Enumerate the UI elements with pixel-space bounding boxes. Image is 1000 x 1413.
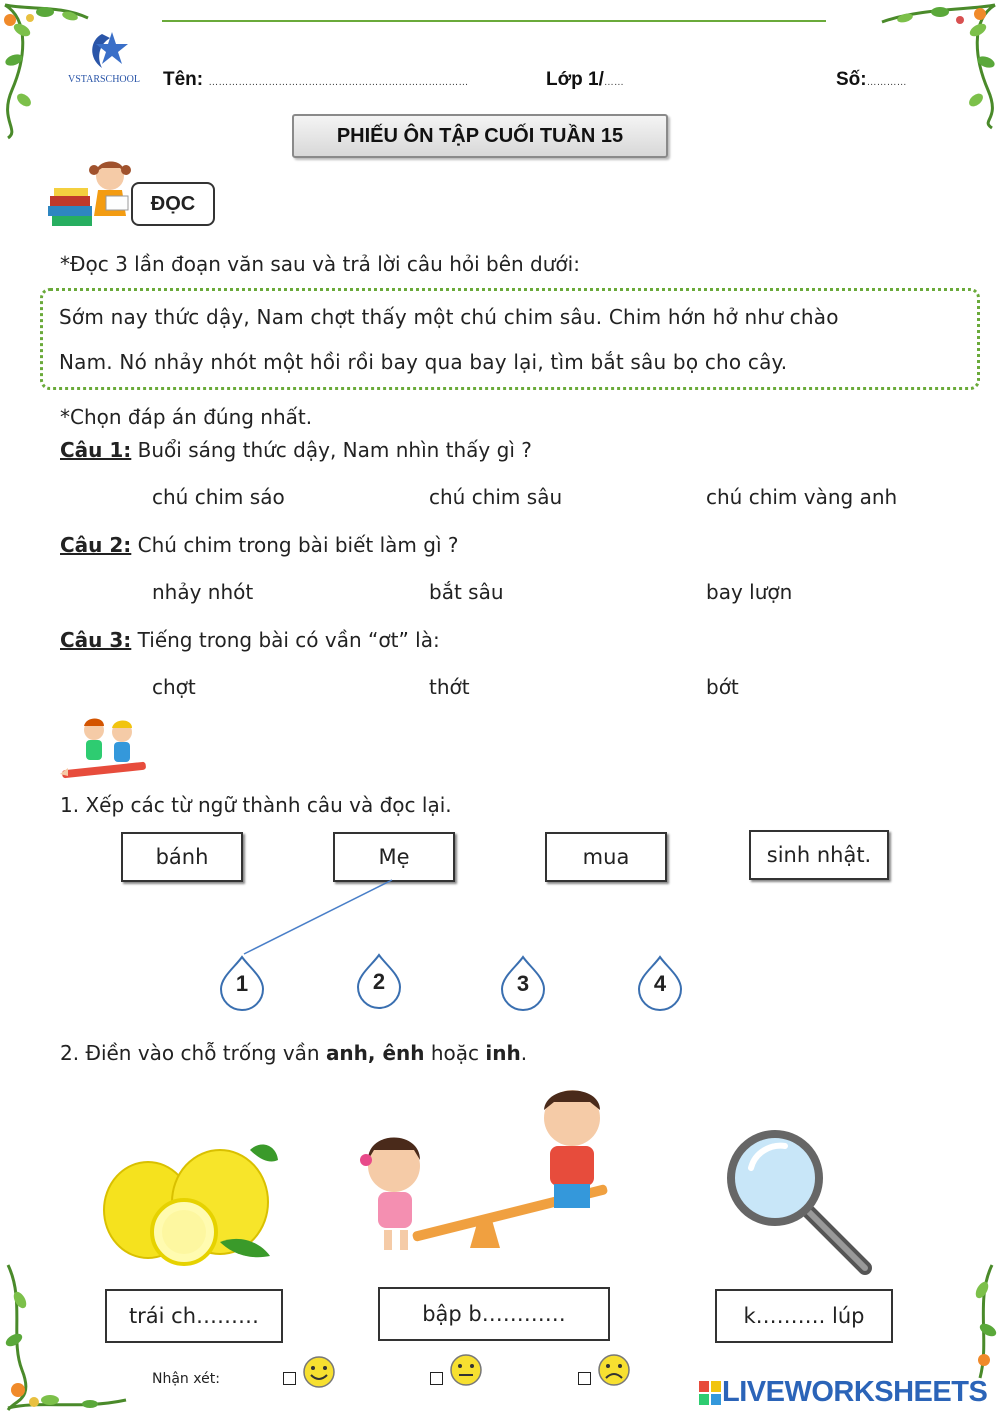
- q2-option-b[interactable]: bắt sâu: [429, 580, 504, 604]
- class-field[interactable]: [546, 69, 624, 91]
- order-slot-3[interactable]: [500, 955, 546, 1011]
- order-slot-1-number: 1: [235, 971, 249, 996]
- class-label: Lớp 1/: [546, 69, 604, 90]
- feedback-checkbox-happy[interactable]: [283, 1372, 296, 1385]
- question-3: [60, 628, 440, 652]
- question-2: [60, 533, 459, 557]
- sad-face-icon: [596, 1352, 632, 1388]
- q3-option-a[interactable]: chợt: [152, 675, 196, 699]
- order-slot-3-number: 3: [516, 971, 530, 996]
- question-3-label: Câu 3:: [60, 628, 132, 652]
- question-2-label: Câu 2:: [60, 533, 132, 557]
- order-slot-4-number: 4: [653, 971, 667, 996]
- exercise-2-instruction-mid: hoặc: [424, 1041, 486, 1065]
- neutral-face-icon: [448, 1352, 484, 1388]
- question-2-text: Chú chim trong bài biết làm gì ?: [137, 533, 459, 557]
- q2-option-a[interactable]: nhảy nhót: [152, 580, 254, 604]
- number-label: Số:: [836, 69, 867, 90]
- exercise-2-instruction-end: .: [520, 1041, 528, 1065]
- exercise-2-instruction: [60, 1041, 527, 1065]
- q1-option-b[interactable]: chú chim sâu: [429, 485, 563, 509]
- feedback-checkbox-neutral[interactable]: [430, 1372, 443, 1385]
- exercise-1-instruction: 1. Xếp các từ ngữ thành câu và đọc lại.: [60, 793, 452, 817]
- seesaw-kids-image: [350, 1080, 620, 1270]
- answer-box-lemon[interactable]: trái ch………: [105, 1289, 283, 1343]
- exercise-2-rhyme-2: inh: [485, 1041, 521, 1065]
- question-1: [60, 438, 532, 462]
- word-card-3[interactable]: mua: [545, 832, 667, 882]
- order-slot-2[interactable]: [356, 953, 402, 1009]
- feedback-label: Nhận xét:: [152, 1371, 220, 1387]
- name-field[interactable]: [163, 69, 468, 91]
- class-blank: ……: [603, 77, 624, 88]
- reading-passage: [40, 288, 980, 390]
- kids-writing-icon: [58, 714, 152, 784]
- q1-option-c[interactable]: chú chim vàng anh: [706, 485, 898, 509]
- q1-option-a[interactable]: chú chim sáo: [152, 485, 285, 509]
- word-card-4[interactable]: sinh nhật.: [749, 830, 889, 880]
- order-slot-4[interactable]: [637, 955, 683, 1011]
- order-slot-2-number: 2: [372, 969, 386, 994]
- question-1-text: Buổi sáng thức dậy, Nam nhìn thấy gì ?: [137, 438, 532, 462]
- liveworksheets-brand: LIVEWORKSHEETS: [722, 1376, 988, 1408]
- feedback-checkbox-sad[interactable]: [578, 1372, 591, 1385]
- vine-decoration-top-right: [880, 0, 1000, 130]
- name-blank: ……………………………………………………………………: [208, 77, 469, 88]
- choose-instruction: *Chọn đáp án đúng nhất.: [60, 405, 313, 429]
- answer-box-magnifier[interactable]: k………. lúp: [715, 1289, 893, 1343]
- girl-reading-icon: [46, 156, 138, 230]
- answer-box-seesaw[interactable]: bập b…………: [378, 1287, 610, 1341]
- passage-line-1: Sớm nay thức dậy, Nam chợt thấy một chú chim sâu. Chim hớn hở như chào: [59, 305, 839, 329]
- lemon-image: [100, 1130, 285, 1270]
- number-field[interactable]: [836, 69, 907, 91]
- q2-option-c[interactable]: bay lượn: [706, 580, 793, 604]
- question-1-label: Câu 1:: [60, 438, 132, 462]
- happy-face-icon: [301, 1354, 337, 1390]
- reading-instruction: *Đọc 3 lần đoạn văn sau và trả lời câu hỏi bên dưới:: [60, 252, 580, 276]
- q3-option-c[interactable]: bớt: [706, 675, 739, 699]
- exercise-2-instruction-pre: 2. Điền vào chỗ trống vần: [60, 1041, 326, 1065]
- school-name: VSTARSCHOOL: [68, 74, 140, 85]
- header-rule: [162, 20, 826, 22]
- reading-section-label: ĐỌC: [131, 182, 215, 226]
- number-blank: …………: [866, 77, 907, 88]
- magnifying-glass-image: [725, 1128, 875, 1276]
- worksheet-title: PHIẾU ÔN TẬP CUỐI TUẦN 15: [292, 114, 668, 158]
- liveworksheets-logo-icon: [698, 1380, 722, 1406]
- vine-decoration-bottom-right: [940, 1260, 1000, 1380]
- question-3-text: Tiếng trong bài có vần “ơt” là:: [137, 628, 440, 652]
- word-card-2[interactable]: Mẹ: [333, 832, 455, 882]
- match-line: [240, 878, 400, 958]
- word-card-1[interactable]: bánh: [121, 832, 243, 882]
- passage-line-2: Nam. Nó nhảy nhót một hồi rồi bay qua bay lại, tìm bắt sâu bọ cho cây.: [59, 350, 788, 374]
- order-slot-1[interactable]: [219, 955, 265, 1011]
- exercise-2-rhyme-1: anh, ênh: [325, 1041, 425, 1065]
- name-label: Tên:: [163, 69, 204, 90]
- q3-option-b[interactable]: thớt: [429, 675, 470, 699]
